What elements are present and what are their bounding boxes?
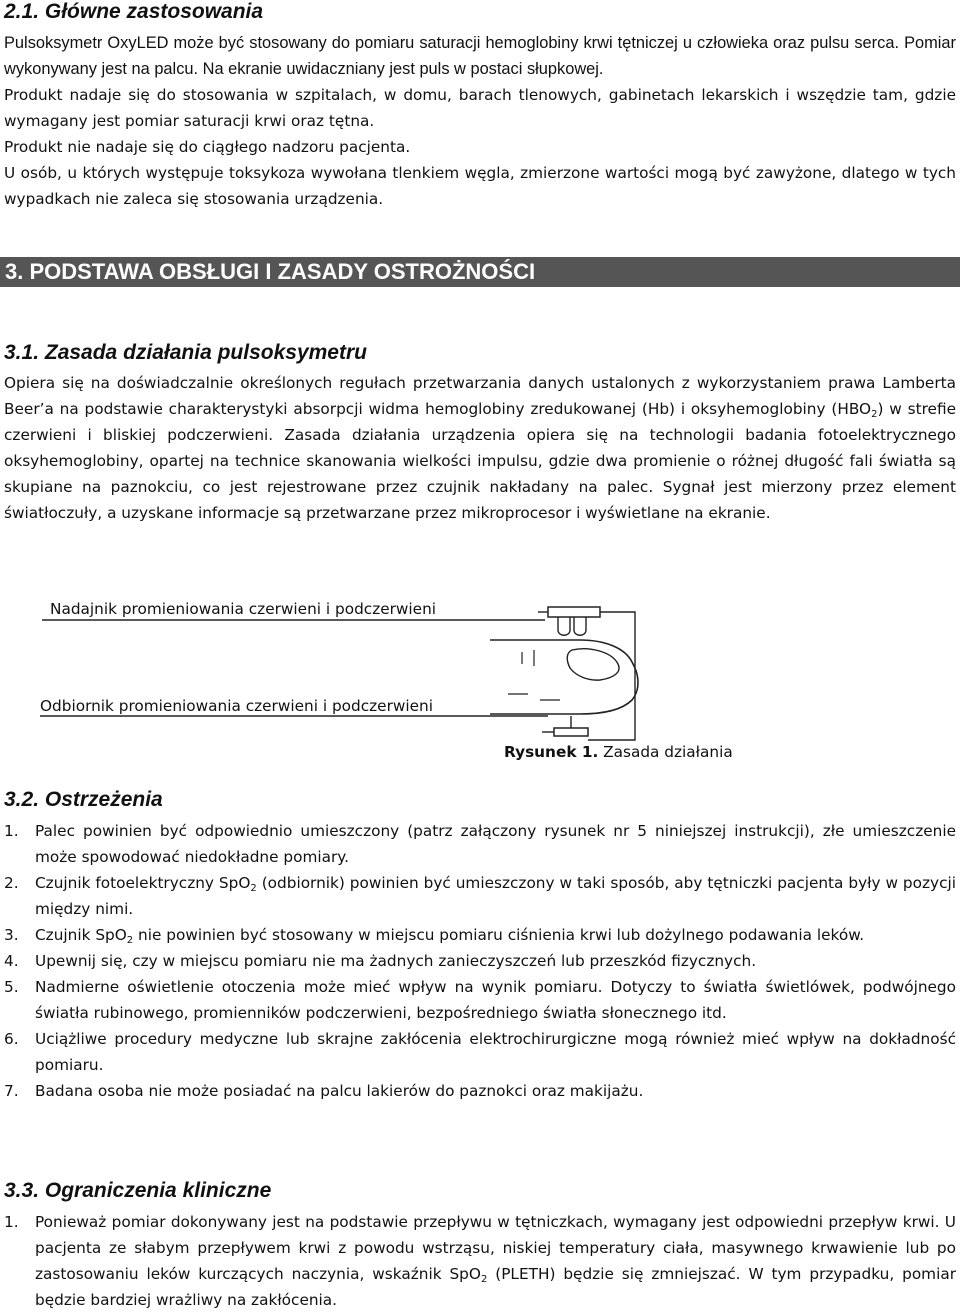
list-item — [4, 1078, 956, 1104]
list-item-number: 2. — [4, 874, 19, 892]
list-item-text: Nadmierne oświetlenie otoczenia może mieć wpływ na wynik pomiaru. Dotyczy to światła świetlówek, podwójnego światła rubinowego, promienników podczerwieni, bezpośredniego światła słonecznego itd. — [35, 978, 956, 1022]
list-item-text: Czujnik SpO — [35, 926, 127, 944]
list-item-text-continued: (odbiornik) powinien być umieszczony w taki sposób, aby tętniczki pacjenta były w pozycji między nimi. — [35, 874, 956, 918]
list-item — [4, 922, 956, 948]
list-item — [4, 948, 956, 974]
list-item — [4, 818, 956, 870]
s31-text-a: Opiera się na doświadczalnie określonych regułach przetwarzania danych ustalonych z wykorzystaniem prawa Lamberta Beer’a na podstawie charakterystyki absorpcji widma hemoglobiny zredukowanej (Hb) i oksyhemoglobiny (HBO — [4, 374, 956, 418]
list-item-text: Uciążliwe procedury medyczne lub skrajne zakłócenia elektrochirurgiczne mogą również mieć wpływ na dokładność pomiaru. — [35, 1030, 956, 1074]
warnings-list — [4, 818, 956, 1104]
list-item-text: Ponieważ pomiar dokonywany jest na podstawie przepływu w tętniczkach, wymagany jest odpowiedni przepływ krwi. U pacjenta ze słabym przepływem krwi z powodu wstrząsu, niskiej temperatury ciała, masywnego krwawienie lub po zastosowaniu leków kurczących naczynia, wskaźnik SpO — [35, 1213, 956, 1283]
list-item-number: 7. — [4, 1082, 19, 1100]
circuit-wire — [588, 612, 635, 740]
s21-paragraph-3: Produkt nie nadaje się do ciągłego nadzoru pacjenta. — [4, 138, 411, 156]
s31-text-b: ) w strefie czerwieni i bliskiej podczerwieni. Zasada działania urządzenia opiera się na technologii badania fotoelektrycznego oksyhemoglobiny, opartej na technice skanowania wielkości impulsu, gdzie dwa promienie o różnej długość fali światła są skupiane na paznokciu, co jest rejestrowane przez czujnik nakładany na palec. Sygnał jest mierzony przez element światłoczuły, a uzyskane informacje są przetwarzane przez mikroprocesor i wyświetlane na ekranie. — [4, 400, 956, 522]
list-item — [4, 870, 956, 922]
section-2-1-heading: 2.1. Główne zastosowania — [4, 0, 264, 23]
list-item-number: 4. — [4, 952, 19, 970]
figure-caption — [504, 741, 733, 763]
s21-paragraph-2: Produkt nadaje się do stosowania w szpitalach, w domu, barach tlenowych, gabinetach lekarskich i wszędzie tam, gdzie wymagany jest pomiar saturacji krwi oraz tętna. — [4, 86, 956, 130]
emitter-label: Nadajnik promieniowania czerwieni i podczerwieni — [50, 600, 437, 618]
led-red — [558, 617, 570, 635]
clinical-limitations-list — [4, 1209, 956, 1313]
list-item — [4, 1209, 956, 1313]
list-item-text-continued: (PLETH) będzie się zmniejszać. W tym przypadku, pomiar będzie bardziej wrażliwy na zakłócenia. — [35, 1265, 956, 1309]
list-item-number: 5. — [4, 978, 19, 996]
s21-paragraph-4: U osób, u których występuje toksykoza wywołana tlenkiem węgla, zmierzone wartości mogą być zawyżone, dlatego w tych wypadkach nie zaleca się stosowania urządzenia. — [4, 164, 956, 208]
emitter-bar — [548, 607, 600, 617]
list-item-text: Upewnij się, czy w miejscu pomiaru nie ma żadnych zanieczyszczeń lub przeszkód fizycznych. — [35, 952, 757, 970]
receiver-bar — [554, 728, 588, 736]
fingernail — [567, 649, 619, 680]
figure-caption-number: Rysunek 1. — [504, 743, 599, 761]
s31-subscript: 2 — [871, 409, 878, 420]
list-item-text: Palec powinien być odpowiednio umieszczony (patrz załączony rysunek nr 5 niniejszej instrukcji), złe umieszczenie może spowodować niedokładne pomiary. — [35, 822, 956, 866]
list-item-subscript: 2 — [480, 1274, 488, 1285]
section-3-3-heading: 3.3. Ograniczenia kliniczne — [4, 1179, 272, 1202]
finger-outline — [490, 640, 638, 714]
list-item-text: Badana osoba nie może posiadać na palcu lakierów do paznokci oraz makijażu. — [35, 1082, 644, 1100]
list-item-subscript: 2 — [250, 883, 257, 894]
list-item-number: 3. — [4, 926, 19, 944]
s21-paragraph-1: Pulsoksymetr OxyLED może być stosowany do pomiaru saturacji hemoglobiny krwi tętniczej u człowieka oraz pulsu serca. Pomiar wykonywany jest na palcu. Na ekranie uwidaczniany jest puls w postaci słupkowej. — [4, 34, 956, 78]
section-3-heading-bar: 3. PODSTAWA OBSŁUGI I ZASADY OSTROŻNOŚCI — [0, 257, 960, 287]
list-item — [4, 1026, 956, 1078]
list-item-number: 6. — [4, 1030, 19, 1048]
list-item — [4, 974, 956, 1026]
list-item-text: Czujnik fotoelektryczny SpO — [35, 874, 251, 892]
figure-caption-text: Zasada działania — [598, 743, 733, 761]
list-item-text-continued: nie powinien być stosowany w miejscu pomiaru ciśnienia krwi lub dożylnego podawania leków. — [133, 926, 865, 944]
list-item-number: 1. — [4, 1213, 19, 1231]
led-infrared — [574, 617, 586, 635]
section-3-1-heading: 3.1. Zasada działania pulsoksymetru — [4, 341, 367, 364]
list-item-number: 1. — [4, 822, 19, 840]
list-item-subscript: 2 — [126, 935, 134, 946]
section-3-2-heading: 3.2. Ostrzeżenia — [4, 788, 163, 811]
receiver-label: Odbiornik promieniowania czerwieni i podczerwieni — [40, 697, 433, 715]
